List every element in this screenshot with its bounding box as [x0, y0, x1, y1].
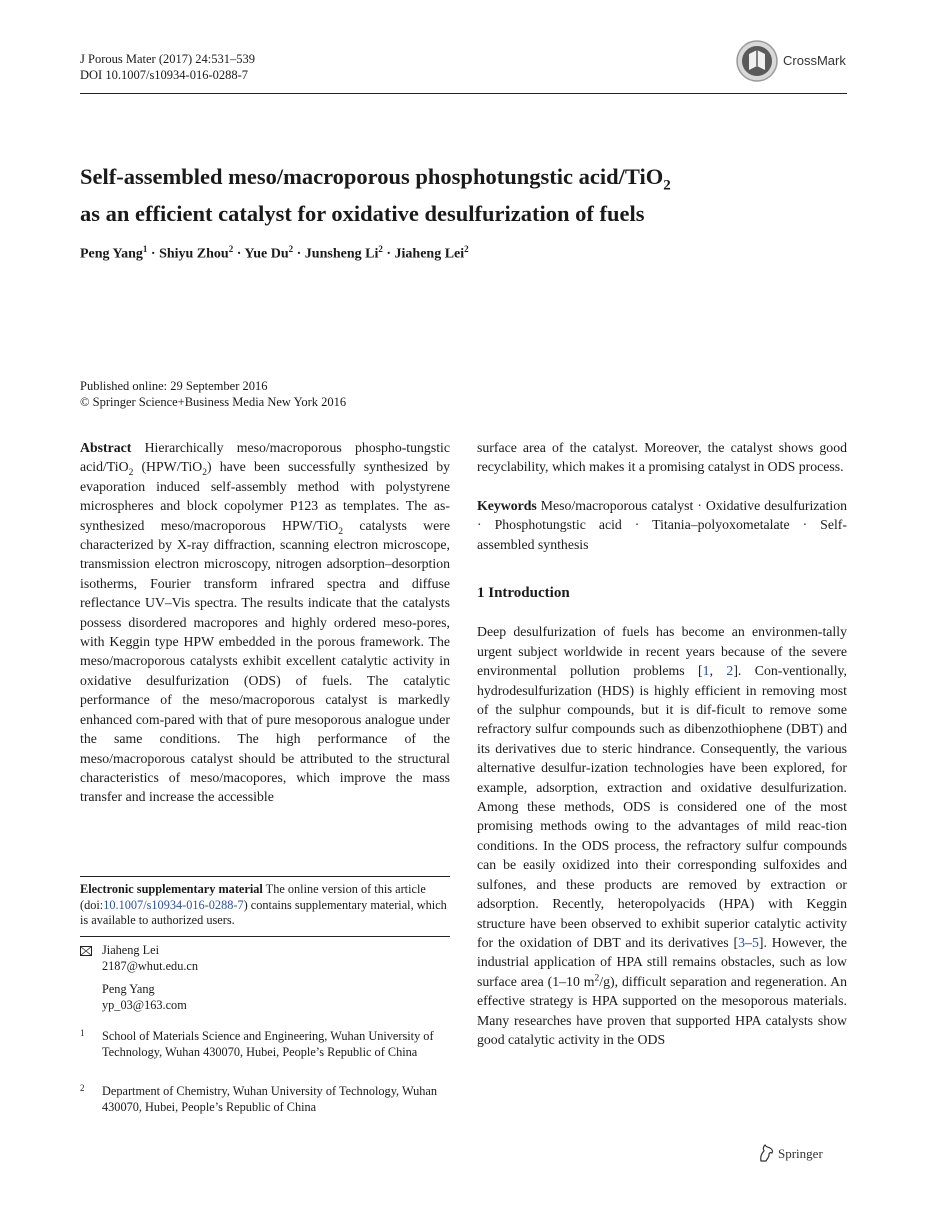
section-heading-introduction: 1 Introduction: [477, 585, 570, 602]
intro-text: ]. However, the industrial application of HPA still remains obstacles, such as low surface area (1–10 m: [477, 934, 847, 989]
right-column: [477, 438, 847, 1049]
esm-text: The online version of this article (doi:: [80, 882, 426, 912]
author-name[interactable]: Shiyu Zhou: [159, 246, 229, 262]
affiliation-number: 1: [80, 1028, 85, 1038]
title-subscript: 2: [663, 177, 671, 194]
citation-link[interactable]: 5: [751, 934, 759, 950]
esm-label: Electronic supplementary material: [80, 882, 263, 896]
author-separator: ·: [296, 246, 302, 262]
intro-text: ]. Con-ventionally, hydrodesulfurization (HDS) is highly efficient in removing most of the sulphur compounds, but it is dif-ficult to remove some refractory sulfur compounds such as dibenzothiophene (DBT) and its derivatives due to steric hindrance. Consequently, the various alternative desulfur-ization technologies have been explored, for example, adsorption, extraction and oxidative desulfurization. Among these methods, ODS is considered one of the most promising methods owing to the advantages of mild reac-tion conditions. In the ODS process, the refractory sulfur compounds can be easily oxidized into their corresponding sulfoxides and sulfones, and these products are removed by extraction or adsorption. Recently, heteropolyacids (HPA) with Keggin structure have been observed to exhibit superior catalytic activity for the oxidation of DBT and its derivatives [: [477, 663, 847, 950]
contact-lei: [102, 943, 198, 974]
keywords-text: Meso/macroporous catalyst · Oxidative desulfurization · Phosphotungstic acid · Titania–polyoxometalate · Self-assembled synthesis: [477, 497, 847, 552]
citation-link[interactable]: 3: [738, 934, 746, 950]
crossmark-badge[interactable]: [736, 40, 848, 82]
subscript: 2: [338, 526, 344, 537]
citation-separator: –: [745, 934, 752, 950]
abstract-text: ) have been successfully synthesized by evaporation induced self-assembly method with polystyrene microspheres and block copolymer P123 as templates. The as-synthesized meso/macroporous HPW/TiO: [80, 459, 450, 533]
intro-text: Deep desulfurization of fuels has become an environmen-tally urgent subject worldwide in recent years because of the severe environmental pollution problems [: [477, 624, 847, 679]
author-name[interactable]: Peng Yang: [80, 246, 143, 262]
header-rule: [80, 93, 847, 94]
author-name[interactable]: Yue Du: [244, 246, 289, 262]
author-list: [80, 244, 469, 263]
subscript: 2: [202, 468, 208, 479]
affiliation-2: Department of Chemistry, Wuhan University of Technology, Wuhan 430070, Hubei, People’s Republic of China: [102, 1084, 437, 1114]
superscript: 2: [594, 973, 600, 984]
author-aff: 2: [378, 244, 383, 254]
abstract-continued: surface area of the catalyst. Moreover, the catalyst shows good recyclability, which makes it a promising catalyst in ODS process.: [477, 440, 847, 475]
abstract-text: catalysts were characterized by X-ray diffraction, scanning electron microscope, transmission electron microscopy, nitrogen adsorption–desorption isotherms, Fourier transform infrared spectra and diffuse reflectance UV–Vis spectra. The results indicate that the catalysts possess disordered macropores and highly ordered meso-pores, with Keggin type HPW embedded in the porous framework. The meso/macroporous catalysts exhibit excellent catalytic activity in oxidative desulfurization (ODS) of fuels. The catalytic performance of the meso/macroporous catalyst is markedly enhanced com-pared with that of pure mesoporous analogue under the same conditions. The high performance of the meso/macroporous catalyst should be attributed to the structural characteristics of meso/macopores, which improve the mass transfer and increase the accessible: [80, 517, 450, 805]
keywords-label: Keywords: [477, 497, 537, 513]
affiliation-1: School of Materials Science and Engineering, Wuhan University of Technology, Wuhan 430070, Hubei, People’s Republic of China: [102, 1029, 434, 1059]
left-column: [80, 438, 450, 807]
author-aff: 2: [228, 244, 234, 254]
author-aff: 2: [288, 244, 294, 254]
subscript: 2: [128, 468, 134, 479]
author-separator: ·: [236, 246, 242, 262]
affiliation-number: 2: [80, 1083, 85, 1093]
envelope-icon: [80, 946, 92, 956]
citation-separator: ,: [709, 663, 727, 679]
author-separator: ·: [386, 246, 392, 262]
springer-horse-icon: [757, 1143, 775, 1163]
title-part1: Self-assembled meso/macroporous phosphotungstic acid/TiO: [80, 164, 664, 189]
footnote-rule: [80, 876, 450, 877]
published-date: Published online: 29 September 2016: [80, 379, 268, 393]
abstract: [80, 438, 450, 807]
publication-info: [80, 378, 346, 410]
footnote-rule: [80, 936, 450, 937]
abstract-text: Hierarchically meso/macroporous phospho-tungstic acid/TiO: [80, 440, 450, 475]
crossmark-icon: [736, 40, 778, 82]
author-aff: 2: [464, 244, 469, 254]
springer-logo: [757, 1142, 849, 1164]
intro-text: /g), difficult separation and regeneration. An effective strategy is HPA supported on the mesoporous materials. Many researches have proven that supported HPA catalysts show good catalytic activity in the ODS: [477, 973, 848, 1047]
esm-text: ) contains supplementary material, which is available to authorized users.: [80, 897, 447, 927]
title-part2: as an efficient catalyst for oxidative desulfurization of fuels: [80, 200, 645, 226]
article-title: [80, 163, 847, 227]
introduction-paragraph: [477, 622, 847, 1049]
supplementary-note: [80, 882, 450, 929]
author-name[interactable]: Junsheng Li: [304, 246, 379, 262]
doi-link[interactable]: 10.1007/s10934-016-0288-7: [103, 897, 244, 912]
journal-citation: [80, 51, 255, 83]
contact-yang: [102, 982, 187, 1013]
abstract-label: Abstract: [80, 440, 132, 455]
citation-link[interactable]: 2: [726, 663, 734, 679]
publisher-name: Springer: [778, 1146, 823, 1161]
contact-email[interactable]: yp_03@163.com: [102, 997, 187, 1012]
journal-line: J Porous Mater (2017) 24:531–539: [80, 52, 255, 66]
doi-line: DOI 10.1007/s10934-016-0288-7: [80, 68, 249, 82]
contact-email[interactable]: 2187@whut.edu.cn: [102, 958, 199, 973]
contact-name: Peng Yang: [102, 982, 155, 996]
author-name[interactable]: Jiaheng Lei: [394, 246, 465, 262]
abstract-text: (HPW/TiO: [133, 459, 203, 475]
crossmark-label: CrossMark: [783, 53, 846, 68]
keywords: [477, 496, 847, 554]
contact-name: Jiaheng Lei: [102, 943, 160, 957]
copyright: © Springer Science+Business Media New York 2016: [80, 395, 347, 409]
author-aff: 1: [142, 244, 148, 254]
author-separator: ·: [150, 246, 156, 262]
citation-link[interactable]: 1: [702, 663, 710, 679]
